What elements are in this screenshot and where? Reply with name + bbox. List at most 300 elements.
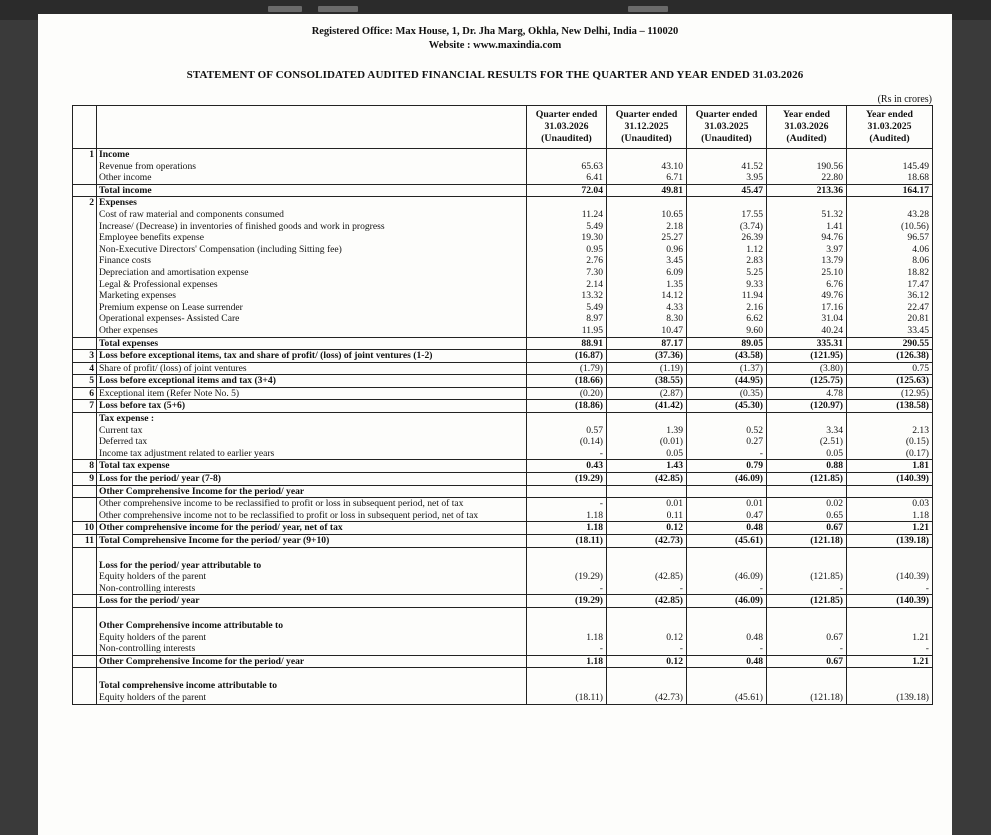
value-cell xyxy=(527,184,607,197)
line-value xyxy=(689,560,763,572)
table-row xyxy=(73,375,933,388)
line-value xyxy=(529,680,603,692)
line-value xyxy=(849,620,929,632)
line-value xyxy=(609,680,683,692)
value-cell xyxy=(527,498,607,522)
line-value: 1.35 xyxy=(666,278,683,290)
value-cell xyxy=(767,337,847,350)
table-row xyxy=(73,400,933,413)
column-header: Year ended 31.03.2025 (Audited) xyxy=(847,106,933,149)
line-value xyxy=(609,620,683,632)
line-value: 0.12 xyxy=(666,631,683,643)
table-body xyxy=(73,149,933,705)
particulars-cell xyxy=(97,473,527,486)
line-label: Income xyxy=(99,149,130,160)
line-label: Equity holders of the parent xyxy=(99,691,207,703)
line-value: 0.01 xyxy=(666,498,683,510)
line-value: 3.97 xyxy=(826,243,843,255)
column-header: Quarter ended 31.12.2025 (Unaudited) xyxy=(607,106,687,149)
row-number xyxy=(73,547,97,595)
line-value: 25.27 xyxy=(661,232,683,244)
line-value: 1.18 xyxy=(586,509,603,521)
line-label: Legal & Professional expenses xyxy=(99,278,218,290)
line-value: 40.24 xyxy=(821,324,843,336)
row-number xyxy=(73,607,97,655)
line-value: (42.73) xyxy=(655,691,683,703)
line-value: 41.52 xyxy=(741,160,763,172)
line-value xyxy=(529,620,603,632)
value-cell xyxy=(687,387,767,400)
line-label: Non-Executive Directors' Compensation (including Sitting fee) xyxy=(99,243,342,255)
table-row xyxy=(73,655,933,668)
value-cell xyxy=(847,375,933,388)
line-value: 4.06 xyxy=(912,243,929,255)
line-label: Tax expense : xyxy=(99,413,155,425)
line-value: 3.95 xyxy=(746,172,763,184)
line-value: 6.71 xyxy=(666,172,683,184)
line-value: 8.06 xyxy=(912,255,929,267)
value-cell xyxy=(607,184,687,197)
line-value: 4.78 xyxy=(826,387,843,399)
line-label: Loss for the period/ year xyxy=(99,595,200,607)
line-value xyxy=(769,149,843,161)
line-value: (140.39) xyxy=(896,595,929,607)
line-value: (0.17) xyxy=(905,447,929,459)
line-value: 2.13 xyxy=(912,424,929,436)
line-value: (140.39) xyxy=(896,571,929,583)
column-header: Quarter ended 31.03.2026 (Unaudited) xyxy=(527,106,607,149)
line-value: 14.12 xyxy=(661,290,683,302)
line-value: 0.75 xyxy=(912,362,929,374)
value-cell xyxy=(767,547,847,595)
value-cell xyxy=(607,375,687,388)
line-value: (121.95) xyxy=(810,350,843,362)
line-value: 0.27 xyxy=(746,436,763,448)
line-value xyxy=(689,680,763,692)
line-label: Income tax adjustment related to earlier years xyxy=(99,447,275,459)
line-value: 290.55 xyxy=(902,337,929,349)
line-value: 1.81 xyxy=(912,460,929,472)
value-cell xyxy=(687,460,767,473)
line-value: (0.14) xyxy=(579,436,603,448)
line-label: Other comprehensive income for the period/ year, net of tax xyxy=(99,522,343,534)
row-number: 7 xyxy=(73,400,97,413)
line-value: 5.49 xyxy=(586,220,603,232)
line-value: 43.28 xyxy=(907,208,929,220)
line-value: 0.03 xyxy=(912,498,929,510)
line-value: 1.18 xyxy=(586,631,603,643)
value-cell xyxy=(607,337,687,350)
statement-title: STATEMENT OF CONSOLIDATED AUDITED FINANCIAL RESULTS FOR THE QUARTER AND YEAR ENDED 31.03.2026 xyxy=(186,69,804,81)
line-label: Loss before tax (5+6) xyxy=(99,400,186,412)
line-value xyxy=(609,560,683,572)
value-cell xyxy=(687,547,767,595)
line-value: 11.94 xyxy=(741,290,763,302)
line-value xyxy=(769,486,843,498)
value-cell xyxy=(767,400,847,413)
line-label: Finance costs xyxy=(99,255,151,267)
value-cell xyxy=(527,149,607,185)
line-value: 0.01 xyxy=(746,498,763,510)
line-value: 213.36 xyxy=(816,184,843,196)
line-value: 33.45 xyxy=(907,324,929,336)
particulars-cell xyxy=(97,362,527,375)
line-value: 164.17 xyxy=(902,184,929,196)
line-value xyxy=(849,560,929,572)
line-value: - xyxy=(839,643,843,655)
line-value: 17.55 xyxy=(741,208,763,220)
line-value xyxy=(609,149,683,161)
line-label: Equity holders of the parent xyxy=(99,631,207,643)
value-cell xyxy=(847,337,933,350)
row-number xyxy=(73,498,97,522)
line-value: 2.83 xyxy=(746,255,763,267)
toolbar-tab-marker[interactable] xyxy=(268,6,302,12)
line-value: 49.81 xyxy=(661,184,683,196)
line-value: 13.79 xyxy=(821,255,843,267)
line-value: 190.56 xyxy=(816,160,843,172)
row-number: 3 xyxy=(73,350,97,363)
line-value: (45.61) xyxy=(735,535,763,546)
line-value xyxy=(689,486,763,498)
line-label: Other comprehensive income not to be reclassified to profit or loss in subsequent period, net of tax xyxy=(99,509,479,521)
line-label: Revenue from operations xyxy=(99,160,196,172)
value-cell xyxy=(687,595,767,608)
line-value: 0.67 xyxy=(826,631,843,643)
line-value: (0.35) xyxy=(739,387,763,399)
value-cell xyxy=(767,668,847,704)
value-cell xyxy=(607,655,687,668)
row-number: 8 xyxy=(73,460,97,473)
row-number xyxy=(73,413,97,460)
particulars-cell xyxy=(97,197,527,337)
value-cell xyxy=(687,655,767,668)
line-value: (126.38) xyxy=(896,350,929,362)
line-value: (42.85) xyxy=(655,571,683,583)
line-value: (1.37) xyxy=(739,362,763,374)
line-value: 89.05 xyxy=(741,337,763,349)
line-value xyxy=(689,197,763,209)
value-cell xyxy=(607,400,687,413)
line-value: 20.81 xyxy=(907,313,929,325)
line-value: (1.79) xyxy=(579,362,603,374)
particulars-cell xyxy=(97,337,527,350)
line-label: Premium expense on Lease surrender xyxy=(99,301,243,313)
line-value: 0.48 xyxy=(746,631,763,643)
line-label: Operational expenses- Assisted Care xyxy=(99,313,240,325)
line-value: 11.95 xyxy=(581,324,603,336)
line-value: 0.48 xyxy=(746,522,763,534)
value-cell xyxy=(767,413,847,460)
line-value xyxy=(769,560,843,572)
line-label: Marketing expenses xyxy=(99,290,176,302)
line-value: 10.65 xyxy=(661,208,683,220)
line-value: (46.09) xyxy=(735,595,763,607)
value-cell xyxy=(847,668,933,704)
value-cell xyxy=(527,522,607,535)
line-value: (44.95) xyxy=(735,375,763,387)
line-value: 18.68 xyxy=(907,172,929,184)
table-row xyxy=(73,350,933,363)
value-cell xyxy=(527,547,607,595)
line-value: - xyxy=(599,498,603,510)
value-cell xyxy=(767,375,847,388)
line-value: 0.48 xyxy=(746,655,763,667)
line-label: Loss before exceptional items, tax and share of profit/ (loss) of joint ventures (1-2) xyxy=(99,350,433,362)
line-label: Share of profit/ (loss) of joint ventures xyxy=(99,362,247,374)
value-cell xyxy=(527,485,607,498)
value-cell xyxy=(527,362,607,375)
value-cell xyxy=(847,655,933,668)
line-value: (139.18) xyxy=(896,691,929,703)
table-row xyxy=(73,387,933,400)
value-cell xyxy=(607,547,687,595)
particulars-cell xyxy=(97,485,527,498)
line-label: Deferred tax xyxy=(99,436,148,448)
value-cell xyxy=(607,149,687,185)
line-value: (3.74) xyxy=(739,220,763,232)
line-value: (121.85) xyxy=(810,473,843,485)
line-value: 6.76 xyxy=(826,278,843,290)
line-label: Other comprehensive income to be reclassified to profit or loss in subsequent period, net of tax xyxy=(99,498,464,510)
line-label: Total comprehensive income attributable to xyxy=(99,680,278,692)
line-value: 0.65 xyxy=(826,509,843,521)
value-cell xyxy=(847,197,933,337)
line-value: (3.80) xyxy=(819,362,843,374)
line-value: 145.49 xyxy=(902,160,929,172)
value-cell xyxy=(607,473,687,486)
line-label: Depreciation and amortisation expense xyxy=(99,266,249,278)
table-row xyxy=(73,362,933,375)
row-number xyxy=(73,655,97,668)
line-value: 11.24 xyxy=(581,208,603,220)
line-label: Cost of raw material and components consumed xyxy=(99,208,284,220)
value-cell xyxy=(767,522,847,535)
value-cell xyxy=(607,387,687,400)
value-cell xyxy=(607,485,687,498)
line-value xyxy=(769,620,843,632)
units-note: (Rs in crores) xyxy=(877,94,932,105)
line-value: (125.63) xyxy=(896,375,929,387)
line-label: Other income xyxy=(99,172,152,184)
particulars-cell xyxy=(97,668,527,704)
line-value: 3.45 xyxy=(666,255,683,267)
value-cell xyxy=(687,485,767,498)
line-value: 1.21 xyxy=(912,631,929,643)
value-cell xyxy=(607,522,687,535)
line-value: 1.18 xyxy=(586,655,603,667)
value-cell xyxy=(767,595,847,608)
line-label: Total expenses xyxy=(99,337,159,349)
value-cell xyxy=(527,197,607,337)
value-cell xyxy=(767,473,847,486)
value-cell xyxy=(847,547,933,595)
line-value: - xyxy=(599,582,603,594)
line-value xyxy=(529,197,603,209)
line-value xyxy=(609,413,683,425)
value-cell xyxy=(527,413,607,460)
row-number: 9 xyxy=(73,473,97,486)
particulars-cell xyxy=(97,460,527,473)
line-value: (16.87) xyxy=(575,350,603,362)
line-value: (125.75) xyxy=(810,375,843,387)
row-number: 4 xyxy=(73,362,97,375)
line-value: - xyxy=(599,447,603,459)
line-value: 6.41 xyxy=(586,172,603,184)
line-label: Expenses xyxy=(99,197,137,209)
line-value: (121.85) xyxy=(810,595,843,607)
line-value: 6.62 xyxy=(746,313,763,325)
particulars-cell xyxy=(97,375,527,388)
line-value: 6.09 xyxy=(666,266,683,278)
line-value: (45.30) xyxy=(735,400,763,412)
value-cell xyxy=(687,362,767,375)
line-label: Current tax xyxy=(99,424,143,436)
line-value: 10.47 xyxy=(661,324,683,336)
line-value: 0.52 xyxy=(746,424,763,436)
table-row xyxy=(73,498,933,522)
line-value: 26.39 xyxy=(741,232,763,244)
company-website: Website : www.maxindia.com xyxy=(428,40,562,51)
line-value: (42.85) xyxy=(655,473,683,485)
table-row xyxy=(73,547,933,595)
line-label: Other expenses xyxy=(99,324,158,336)
line-value: (18.66) xyxy=(575,375,603,387)
line-value: - xyxy=(925,643,929,655)
column-header: Quarter ended 31.03.2025 (Unaudited) xyxy=(687,106,767,149)
value-cell xyxy=(607,535,687,548)
table-row xyxy=(73,607,933,655)
line-value: (18.11) xyxy=(575,691,603,703)
line-value: - xyxy=(839,582,843,594)
value-cell xyxy=(527,400,607,413)
line-value: (139.18) xyxy=(896,535,929,546)
line-value: 22.47 xyxy=(907,301,929,313)
table-row xyxy=(73,184,933,197)
line-value: (140.39) xyxy=(896,473,929,485)
line-value: (121.18) xyxy=(810,691,843,703)
line-value: 2.16 xyxy=(746,301,763,313)
line-value: (120.97) xyxy=(810,400,843,412)
line-value xyxy=(769,413,843,425)
line-value: 72.04 xyxy=(581,184,603,196)
line-value: 0.67 xyxy=(826,522,843,534)
value-cell xyxy=(687,607,767,655)
value-cell xyxy=(847,485,933,498)
line-value: 8.97 xyxy=(586,313,603,325)
line-value: 9.60 xyxy=(746,324,763,336)
value-cell xyxy=(767,607,847,655)
line-value: (1.19) xyxy=(659,362,683,374)
line-label: Non-controlling interests xyxy=(99,582,196,594)
line-value: 3.34 xyxy=(826,424,843,436)
line-value: 2.14 xyxy=(586,278,603,290)
row-number xyxy=(73,184,97,197)
line-value xyxy=(849,197,929,209)
line-label: Loss for the period/ year (7-8) xyxy=(99,473,221,485)
particulars-cell xyxy=(97,535,527,548)
toolbar-tab-marker[interactable] xyxy=(318,6,358,12)
sno-header xyxy=(73,106,97,149)
line-label: Employee benefits expense xyxy=(99,232,204,244)
line-label: Other Comprehensive income attributable to xyxy=(99,619,284,631)
registered-office: Registered Office: Max House, 1, Dr. Jha Marg, Okhla, New Delhi, India – 110020 xyxy=(311,26,679,37)
value-cell xyxy=(687,535,767,548)
line-value xyxy=(529,560,603,572)
line-value: - xyxy=(759,447,763,459)
value-cell xyxy=(607,595,687,608)
line-label: Loss for the period/ year attributable to xyxy=(99,559,262,571)
line-value: 1.43 xyxy=(666,460,683,472)
line-value: (19.29) xyxy=(575,473,603,485)
line-value: 13.32 xyxy=(581,290,603,302)
line-value xyxy=(609,197,683,209)
particulars-cell xyxy=(97,655,527,668)
table-row xyxy=(73,413,933,460)
line-value: (138.58) xyxy=(896,400,929,412)
line-value: 0.43 xyxy=(586,460,603,472)
line-value: - xyxy=(679,582,683,594)
row-number xyxy=(73,485,97,498)
line-label: Total income xyxy=(99,184,152,196)
particulars-cell xyxy=(97,149,527,185)
value-cell xyxy=(607,362,687,375)
particulars-cell xyxy=(97,387,527,400)
line-value: - xyxy=(679,643,683,655)
line-label: Other Comprehensive Income for the period/ year xyxy=(99,485,305,497)
line-value: (19.29) xyxy=(575,595,603,607)
row-number xyxy=(73,337,97,350)
value-cell xyxy=(607,460,687,473)
value-cell xyxy=(767,535,847,548)
row-number: 11 xyxy=(73,535,97,548)
table-row xyxy=(73,595,933,608)
line-value: 94.76 xyxy=(821,232,843,244)
value-cell xyxy=(687,375,767,388)
table-row xyxy=(73,197,933,337)
line-value: 19.30 xyxy=(581,232,603,244)
value-cell xyxy=(687,337,767,350)
line-value: (0.01) xyxy=(659,436,683,448)
line-value: 0.95 xyxy=(586,243,603,255)
value-cell xyxy=(847,149,933,185)
line-value xyxy=(849,486,929,498)
table-row xyxy=(73,668,933,704)
particulars-cell xyxy=(97,413,527,460)
line-label: Increase/ (Decrease) in inventories of finished goods and work in progress xyxy=(99,220,385,232)
line-value xyxy=(849,149,929,161)
line-value: (19.29) xyxy=(575,571,603,583)
value-cell xyxy=(847,350,933,363)
value-cell xyxy=(847,473,933,486)
value-cell xyxy=(767,184,847,197)
value-cell xyxy=(847,387,933,400)
row-number xyxy=(73,668,97,704)
line-value: 1.41 xyxy=(826,220,843,232)
value-cell xyxy=(607,498,687,522)
line-value xyxy=(689,149,763,161)
line-value: 0.79 xyxy=(746,460,763,472)
line-value: 17.16 xyxy=(821,301,843,313)
value-cell xyxy=(847,362,933,375)
particulars-cell xyxy=(97,522,527,535)
line-value xyxy=(689,620,763,632)
line-value: 5.49 xyxy=(586,301,603,313)
column-header: Year ended 31.03.2026 (Audited) xyxy=(767,106,847,149)
toolbar-tab-marker[interactable] xyxy=(628,6,668,12)
line-value: 18.82 xyxy=(907,266,929,278)
line-value: (46.09) xyxy=(735,473,763,485)
